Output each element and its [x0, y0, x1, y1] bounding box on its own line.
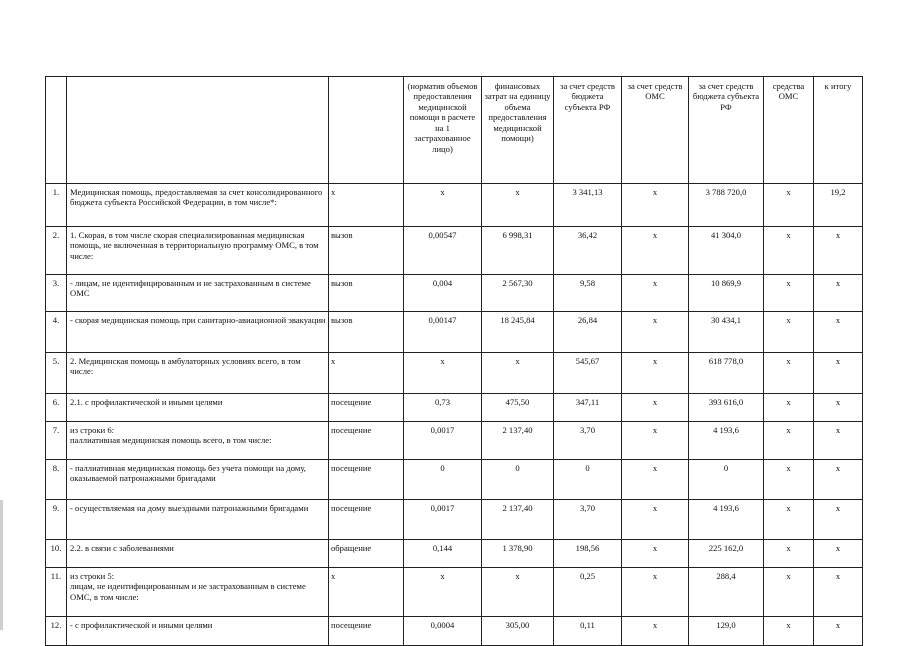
- row-unit: посещение: [329, 394, 404, 422]
- cell-budget-total: 41 304,0: [689, 227, 764, 275]
- header-cell: к итогу: [814, 77, 863, 184]
- row-name: 2. Медицинская помощь в амбулаторных условиях всего, в том числе:: [67, 353, 329, 394]
- cell-norm-volume: х: [404, 568, 482, 617]
- row-name: - паллиативная медицинская помощь без учета помощи на дому, оказываемой патронажными бригадами: [67, 460, 329, 500]
- row-name: из строки 5: лицам, не идентифицированным и не застрахованным в системе ОМС, в том числе:: [67, 568, 329, 617]
- cell-budget-per-capita: 0: [554, 460, 622, 500]
- cell-share-of-total: х: [814, 617, 863, 646]
- cell-oms-total: х: [764, 460, 814, 500]
- cell-norm-cost: 6 998,31: [482, 227, 554, 275]
- table-row: [46, 500, 863, 540]
- table-row: [46, 617, 863, 646]
- cell-oms-total: х: [764, 312, 814, 353]
- financing-table: [45, 76, 863, 646]
- header-cell: [46, 77, 67, 184]
- row-number: 2.: [46, 227, 67, 275]
- row-name: - скорая медицинская помощь при санитарно-авиационной эвакуации: [67, 312, 329, 353]
- cell-oms-per-capita: х: [622, 394, 689, 422]
- cell-share-of-total: х: [814, 460, 863, 500]
- row-unit: посещение: [329, 500, 404, 540]
- cell-oms-per-capita: х: [622, 184, 689, 227]
- cell-budget-total: 618 778,0: [689, 353, 764, 394]
- header-cell: финансовых затрат на единицу объема предоставления медицинской помощи): [482, 77, 554, 184]
- table-row: [46, 227, 863, 275]
- row-unit: вызов: [329, 275, 404, 312]
- cell-norm-cost: х: [482, 184, 554, 227]
- row-name: 2.1. с профилактической и иными целями: [67, 394, 329, 422]
- cell-share-of-total: х: [814, 568, 863, 617]
- cell-oms-total: х: [764, 540, 814, 568]
- table-row: [46, 184, 863, 227]
- header-cell: [329, 77, 404, 184]
- cell-budget-total: 393 616,0: [689, 394, 764, 422]
- table-row: [46, 568, 863, 617]
- cell-norm-volume: 0,00547: [404, 227, 482, 275]
- cell-oms-per-capita: х: [622, 353, 689, 394]
- table-row: [46, 275, 863, 312]
- row-number: 3.: [46, 275, 67, 312]
- row-unit: посещение: [329, 617, 404, 646]
- cell-share-of-total: х: [814, 275, 863, 312]
- row-number: 9.: [46, 500, 67, 540]
- row-number: 6.: [46, 394, 67, 422]
- table-row: [46, 312, 863, 353]
- row-number: 4.: [46, 312, 67, 353]
- cell-oms-per-capita: х: [622, 568, 689, 617]
- cell-share-of-total: х: [814, 353, 863, 394]
- table-row: [46, 460, 863, 500]
- cell-norm-volume: х: [404, 353, 482, 394]
- cell-budget-per-capita: 9,58: [554, 275, 622, 312]
- table-row: [46, 394, 863, 422]
- cell-norm-cost: 2 567,30: [482, 275, 554, 312]
- cell-budget-total: 4 193,6: [689, 500, 764, 540]
- cell-norm-cost: 18 245,84: [482, 312, 554, 353]
- cell-budget-per-capita: 3,70: [554, 422, 622, 460]
- table-row: [46, 422, 863, 460]
- row-unit: посещение: [329, 422, 404, 460]
- cell-norm-cost: х: [482, 568, 554, 617]
- row-number: 1.: [46, 184, 67, 227]
- cell-oms-total: х: [764, 617, 814, 646]
- table-row: [46, 353, 863, 394]
- row-unit: х: [329, 568, 404, 617]
- header-cell: [67, 77, 329, 184]
- row-unit: х: [329, 184, 404, 227]
- cell-share-of-total: х: [814, 540, 863, 568]
- cell-norm-volume: 0,0004: [404, 617, 482, 646]
- cell-norm-volume: 0,0017: [404, 422, 482, 460]
- cell-budget-total: 30 434,1: [689, 312, 764, 353]
- cell-budget-per-capita: 36,42: [554, 227, 622, 275]
- cell-oms-total: х: [764, 184, 814, 227]
- cell-budget-total: 3 788 720,0: [689, 184, 764, 227]
- table-header-row: [46, 77, 863, 184]
- cell-budget-per-capita: 347,11: [554, 394, 622, 422]
- cell-oms-per-capita: х: [622, 500, 689, 540]
- cell-norm-volume: 0,144: [404, 540, 482, 568]
- row-number: 7.: [46, 422, 67, 460]
- scan-edge-shadow: [0, 500, 3, 630]
- cell-budget-total: 0: [689, 460, 764, 500]
- cell-norm-cost: 0: [482, 460, 554, 500]
- cell-norm-volume: х: [404, 184, 482, 227]
- cell-oms-total: х: [764, 422, 814, 460]
- cell-oms-per-capita: х: [622, 617, 689, 646]
- cell-oms-per-capita: х: [622, 422, 689, 460]
- cell-norm-volume: 0,00147: [404, 312, 482, 353]
- row-unit: х: [329, 353, 404, 394]
- header-cell: за счет средств бюджета субъекта РФ: [554, 77, 622, 184]
- cell-norm-volume: 0,73: [404, 394, 482, 422]
- row-name: 1. Скорая, в том числе скорая специализированная медицинская помощь, не включенная в территориальную программу ОМС, в том числе:: [67, 227, 329, 275]
- row-name: 2.2. в связи с заболеваниями: [67, 540, 329, 568]
- row-unit: вызов: [329, 312, 404, 353]
- cell-share-of-total: х: [814, 227, 863, 275]
- row-name: - лицам, не идентифицированным и не застрахованным в системе ОМС: [67, 275, 329, 312]
- header-cell: за счет средств ОМС: [622, 77, 689, 184]
- cell-share-of-total: х: [814, 312, 863, 353]
- header-cell: средства ОМС: [764, 77, 814, 184]
- cell-budget-total: 129,0: [689, 617, 764, 646]
- row-name: Медицинская помощь, предоставляемая за счет консолидированного бюджета субъекта Российской Федерации, в том числе*:: [67, 184, 329, 227]
- cell-oms-per-capita: х: [622, 460, 689, 500]
- cell-norm-cost: 475,50: [482, 394, 554, 422]
- cell-budget-total: 4 193,6: [689, 422, 764, 460]
- cell-oms-per-capita: х: [622, 275, 689, 312]
- table-row: [46, 540, 863, 568]
- cell-share-of-total: х: [814, 394, 863, 422]
- cell-oms-per-capita: х: [622, 227, 689, 275]
- cell-norm-cost: 2 137,40: [482, 500, 554, 540]
- row-unit: вызов: [329, 227, 404, 275]
- row-unit: посещение: [329, 460, 404, 500]
- row-number: 12.: [46, 617, 67, 646]
- cell-budget-total: 10 869,9: [689, 275, 764, 312]
- row-name: из строки 6: паллиативная медицинская помощь всего, в том числе:: [67, 422, 329, 460]
- header-cell: (норматив объемов предоставления медицинской помощи в расчете на 1 застрахованное лицо): [404, 77, 482, 184]
- cell-norm-cost: 1 378,90: [482, 540, 554, 568]
- cell-norm-cost: х: [482, 353, 554, 394]
- cell-oms-per-capita: х: [622, 540, 689, 568]
- cell-share-of-total: х: [814, 500, 863, 540]
- cell-oms-total: х: [764, 500, 814, 540]
- row-unit: обращение: [329, 540, 404, 568]
- row-number: 10.: [46, 540, 67, 568]
- row-name: - с профилактической и иными целями: [67, 617, 329, 646]
- cell-norm-cost: 2 137,40: [482, 422, 554, 460]
- cell-oms-total: х: [764, 568, 814, 617]
- cell-budget-per-capita: 26,84: [554, 312, 622, 353]
- cell-budget-per-capita: 3 341,13: [554, 184, 622, 227]
- row-name: - осуществляемая на дому выездными патронажными бригадами: [67, 500, 329, 540]
- cell-budget-per-capita: 545,67: [554, 353, 622, 394]
- row-number: 8.: [46, 460, 67, 500]
- cell-budget-total: 288,4: [689, 568, 764, 617]
- cell-oms-total: х: [764, 353, 814, 394]
- cell-oms-total: х: [764, 275, 814, 312]
- cell-budget-per-capita: 0,11: [554, 617, 622, 646]
- cell-norm-volume: 0,004: [404, 275, 482, 312]
- cell-budget-per-capita: 0,25: [554, 568, 622, 617]
- header-cell: за счет средств бюджета субъекта РФ: [689, 77, 764, 184]
- cell-norm-volume: 0,0017: [404, 500, 482, 540]
- cell-oms-per-capita: х: [622, 312, 689, 353]
- cell-budget-total: 225 162,0: [689, 540, 764, 568]
- cell-share-of-total: 19,2: [814, 184, 863, 227]
- cell-budget-per-capita: 198,56: [554, 540, 622, 568]
- cell-budget-per-capita: 3,70: [554, 500, 622, 540]
- cell-oms-total: х: [764, 227, 814, 275]
- row-number: 11.: [46, 568, 67, 617]
- cell-share-of-total: х: [814, 422, 863, 460]
- cell-norm-cost: 305,00: [482, 617, 554, 646]
- cell-oms-total: х: [764, 394, 814, 422]
- row-number: 5.: [46, 353, 67, 394]
- cell-norm-volume: 0: [404, 460, 482, 500]
